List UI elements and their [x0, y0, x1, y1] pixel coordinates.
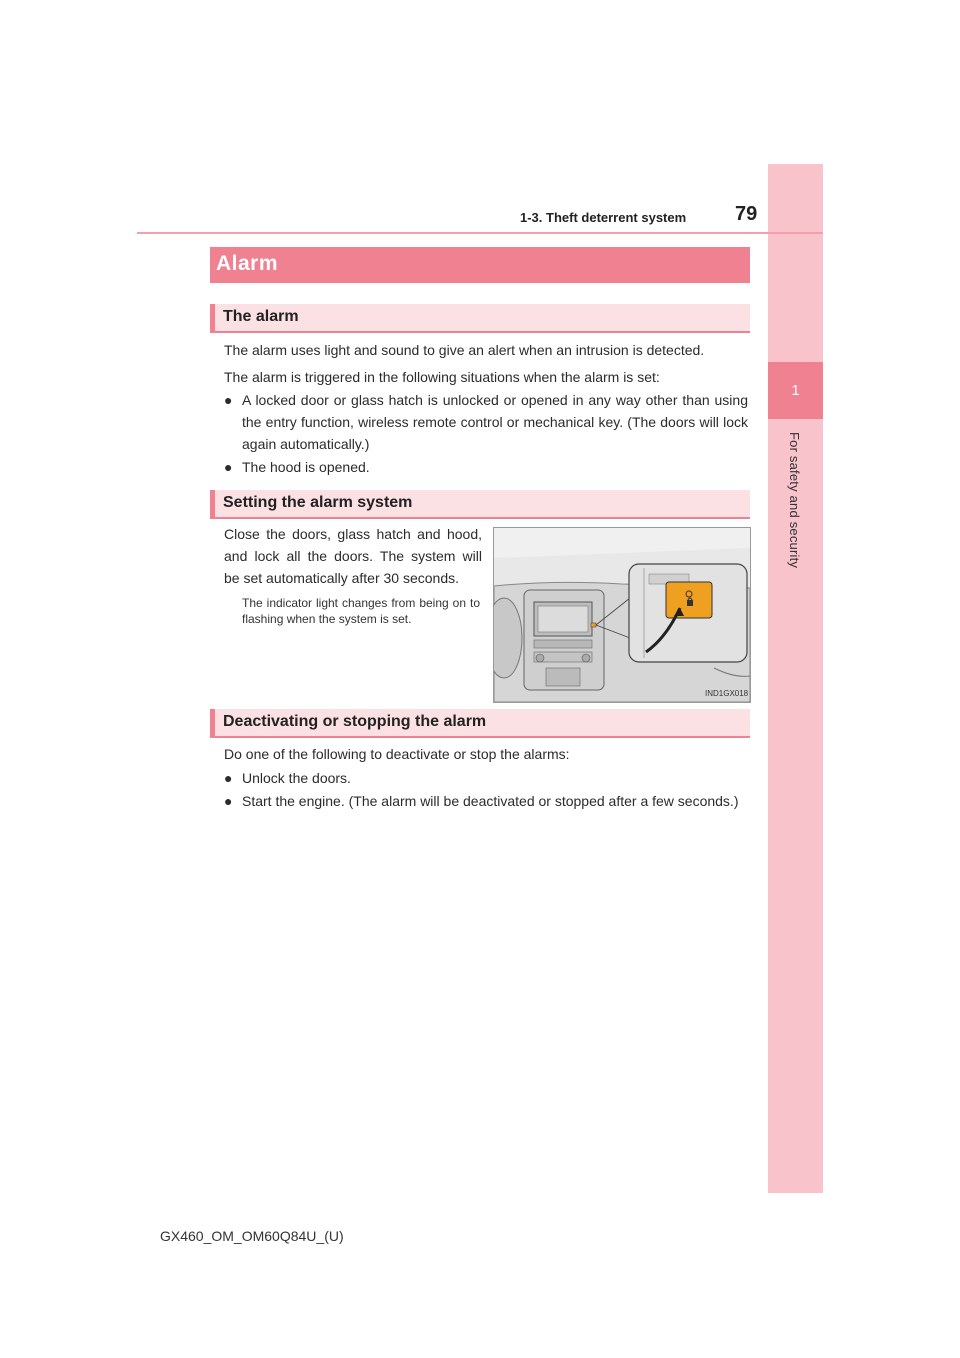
page-title: Alarm: [216, 252, 279, 275]
bullet-icon: ●: [224, 459, 233, 475]
header-rule: [137, 232, 823, 234]
list-item: ● The hood is opened.: [224, 456, 748, 478]
side-tab: [768, 164, 823, 1193]
section-heading-text: Setting the alarm system: [223, 494, 413, 511]
alarm-intro: The alarm uses light and sound to give an alert when an intrusion is detected.: [224, 342, 705, 358]
page-title-bar: [210, 247, 750, 283]
deactivating-intro: Do one of the following to deactivate or stop the alarms:: [224, 746, 570, 762]
section-heading-text: Deactivating or stopping the alarm: [223, 713, 487, 730]
list-item: ● Start the engine. (The alarm will be deactivated or stopped after a few seconds.): [224, 790, 748, 812]
figure-code: IND1GX018: [705, 689, 749, 698]
list-item: ● Unlock the doors.: [224, 767, 748, 789]
setting-note: The indicator light changes from being on to flashing when the system is set.: [242, 596, 480, 626]
section-heading-setting: [210, 490, 750, 519]
alarm-trigger-intro: The alarm is triggered in the following situations when the alarm is set:: [224, 369, 660, 385]
section-heading-the-alarm: [210, 304, 750, 333]
list-item: ● A locked door or glass hatch is unlocked or opened in any way other than using the entry function, wireless remote control or mechanical key. (The doors will lock again automatically.): [224, 389, 748, 455]
bullet-icon: ●: [224, 770, 233, 786]
section-heading-text: The alarm: [223, 308, 299, 325]
bullet-icon: ●: [224, 793, 233, 809]
chapter-label: For safety and security: [787, 432, 802, 569]
dashboard-illustration: [493, 527, 751, 703]
section-heading-deactivating: [210, 709, 750, 738]
dashboard-drawing: [494, 528, 750, 702]
chapter-number: 1: [768, 362, 823, 419]
bullet-icon: ●: [224, 392, 233, 408]
page-number: 79: [735, 203, 758, 225]
setting-body: Close the doors, glass hatch and hood, and lock all the doors. The system will be set automatically after 30 seconds.: [224, 526, 482, 586]
header-section-title: 1-3. Theft deterrent system: [520, 210, 687, 225]
document-code: GX460_OM_OM60Q84U_(U): [160, 1228, 344, 1244]
